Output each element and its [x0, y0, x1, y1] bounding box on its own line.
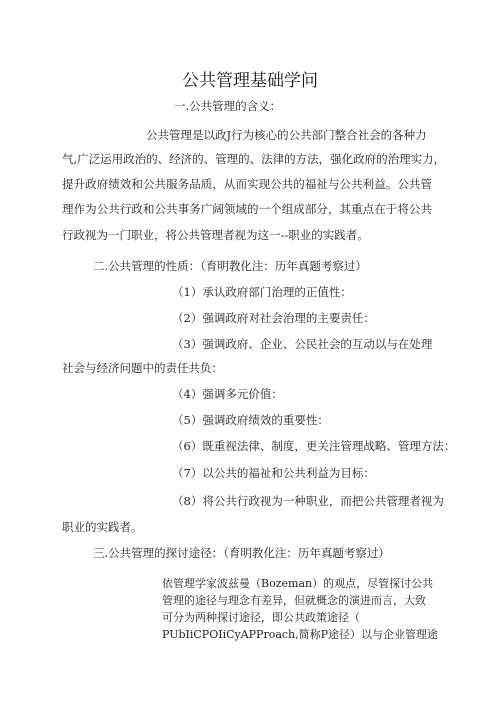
section3-line: 可分为两种探讨途径，即公共政策途径（ — [162, 611, 360, 624]
section1-line: 提升政府绩效和公共服务品质，从而实现公共的福祉与公共利益。公共管 — [62, 177, 432, 191]
document-title: 公共管理基础学问 — [182, 71, 318, 91]
section3-heading: 三.公共管理的探讨途径：（育明教化注：历年真题考察过） — [93, 546, 390, 560]
section2-item: （7）以公共的福祉和公共利益为目标： — [172, 466, 375, 480]
section3-line: 管理的途径与理念有差异，但就概念的演进而言，大致 — [162, 594, 426, 607]
section2-item: 社会与经济问题中的责任共负： — [62, 361, 223, 375]
section1-line: 理作为公共行政和公共事务广阔领域的一个组成部分，其重点在于将公共 — [62, 202, 432, 216]
section3-line: PUbIiCPOIiCyAPProach,简称P途径）以与企业管理途 — [162, 628, 439, 641]
section3-line: 依管理学家波兹曼（Bozeman）的观点，尽管探讨公共 — [162, 577, 434, 590]
section1-line: 行政视为一门职业，将公共管理者视为这一--职业的实践者。 — [62, 228, 369, 242]
section2-item: （1）承认政府部门治理的正值性： — [172, 285, 352, 299]
section1-line: 气,广泛运用政治的、经济的、管理的、法律的方法，强化政府的治理实力， — [62, 152, 446, 166]
section1-heading: 一.公共管理的含义： — [174, 99, 282, 113]
section2-item: （5）强调政府绩效的重要性： — [172, 413, 329, 427]
section2-item: 职业的实践者。 — [62, 520, 143, 534]
section2-item: （3）强调政府、企业、公民社会的互动以与在处理 — [172, 337, 433, 351]
section2-item: （6）既重视法律、制度，更关注管理战略、管理方法： — [172, 439, 456, 453]
section2-item: （8）将公共行政视为一种职业，而把公共管理者视为 — [172, 494, 444, 508]
section2-item: （2）强调政府对社会治理的主要责任： — [172, 311, 375, 325]
section2-item: （4）强调多元价值： — [172, 387, 283, 401]
section1-line: 公共管理是以政J行为核心的公共部门整合社会的各种力 — [146, 128, 427, 142]
section2-heading: 二.公共管理的性质：（育明教化注：历年真题考察过） — [93, 259, 367, 273]
